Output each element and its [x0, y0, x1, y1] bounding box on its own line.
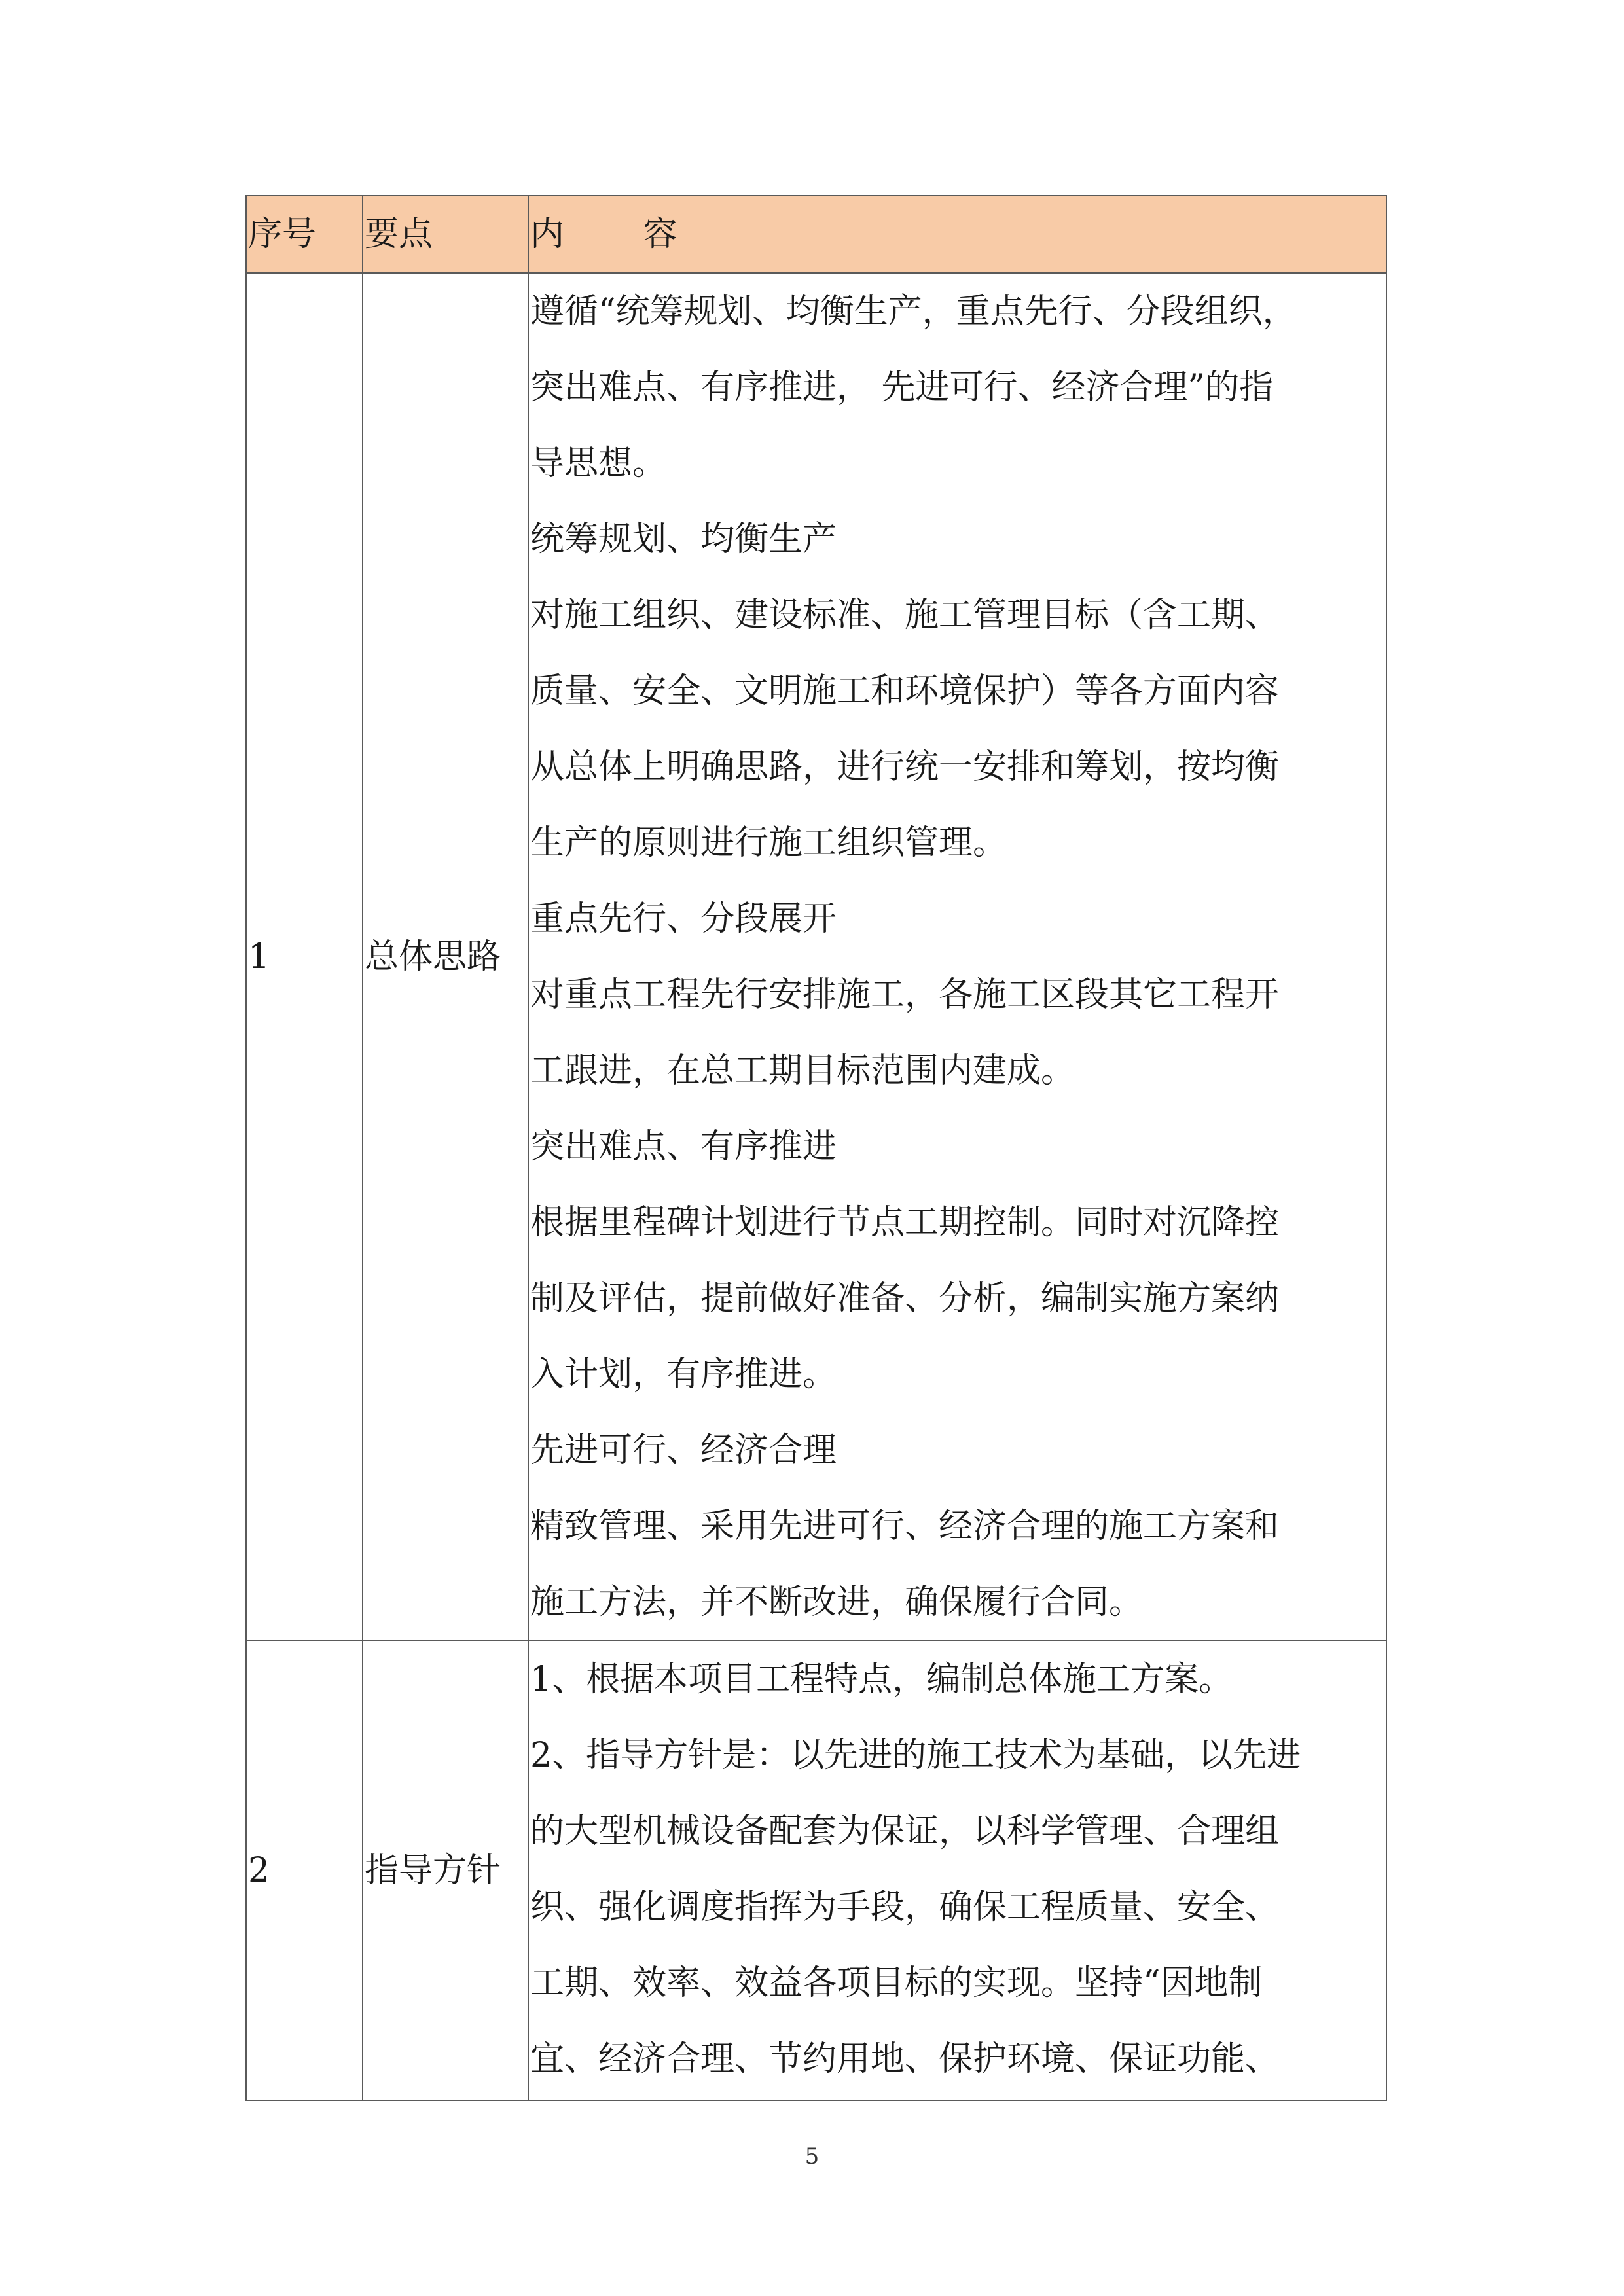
content-line: 的大型机械设备配套为保证，以科学管理、合理组: [530, 1812, 1280, 1851]
header-content: [528, 196, 1386, 273]
content-line: 对施工组织、建设标准、施工管理目标（含工期、: [530, 596, 1280, 635]
content-line: 根据里程碑计划进行节点工期控制。同时对沉降控: [530, 1203, 1280, 1242]
content-line: 宜、经济合理、节约用地、保护环境、保证功能、: [530, 2039, 1280, 2079]
content-line: 2、指导方针是：以先进的施工技术为基础，以先进: [530, 1736, 1301, 1775]
content-line: 1、根据本项目工程特点，编制总体施工方案。: [530, 1660, 1233, 1699]
header-index: 序号: [246, 196, 363, 273]
row-content: [528, 1641, 1386, 2100]
content-line: 织、强化调度指挥为手段，确保工程质量、安全、: [530, 1888, 1280, 1927]
row-content: [528, 273, 1386, 1641]
row-index: 2: [246, 1641, 363, 2100]
content-line: 重点先行、分段展开: [530, 899, 837, 939]
table-row: [246, 273, 1386, 1641]
content-line: 制及评估，提前做好准备、分析，编制实施方案纳: [530, 1279, 1280, 1318]
row-key-point: 指导方针: [363, 1641, 528, 2100]
table-header-row: [246, 196, 1386, 273]
page-number: 5: [804, 2144, 820, 2170]
content-line: 工跟进，在总工期目标范围内建成。: [530, 1051, 1075, 1090]
content-line: 从总体上明确思路，进行统一安排和筹划，按均衡: [530, 747, 1280, 787]
row-key-point: 总体思路: [363, 273, 528, 1641]
row-content-lines: [530, 274, 1386, 1640]
header-key-point: 要点: [363, 196, 528, 273]
header-content-label: 内 容: [530, 215, 712, 254]
content-line: 质量、安全、文明施工和环境保护）等各方面内容: [530, 672, 1280, 711]
content-line: 精致管理、采用先进可行、经济合理的施工方案和: [530, 1507, 1280, 1546]
content-line: 入计划，有序推进。: [530, 1355, 837, 1394]
content-line: 施工方法，并不断改进，确保履行合同。: [530, 1583, 1144, 1622]
content-table: [245, 195, 1387, 2101]
content-line: 突出难点、有序推进: [530, 1127, 837, 1166]
content-line: 生产的原则进行施工组织管理。: [530, 823, 1007, 863]
content-line: 先进可行、经济合理: [530, 1431, 837, 1470]
content-line: 统筹规划、均衡生产: [530, 520, 837, 559]
row-content-lines: [530, 1641, 1386, 2097]
row-index: 1: [246, 273, 363, 1641]
content-line: 突出难点、有序推进， 先进可行、经济合理”的指: [530, 368, 1274, 407]
table-row: [246, 1641, 1386, 2100]
content-line: 对重点工程先行安排施工，各施工区段其它工程开: [530, 975, 1280, 1014]
content-line: 导思想。: [530, 444, 667, 483]
content-line: 遵循“统筹规划、均衡生产，重点先行、分段组织，: [530, 292, 1297, 331]
content-line: 工期、效率、效益各项目标的实现。坚持“因地制: [530, 1964, 1263, 2003]
